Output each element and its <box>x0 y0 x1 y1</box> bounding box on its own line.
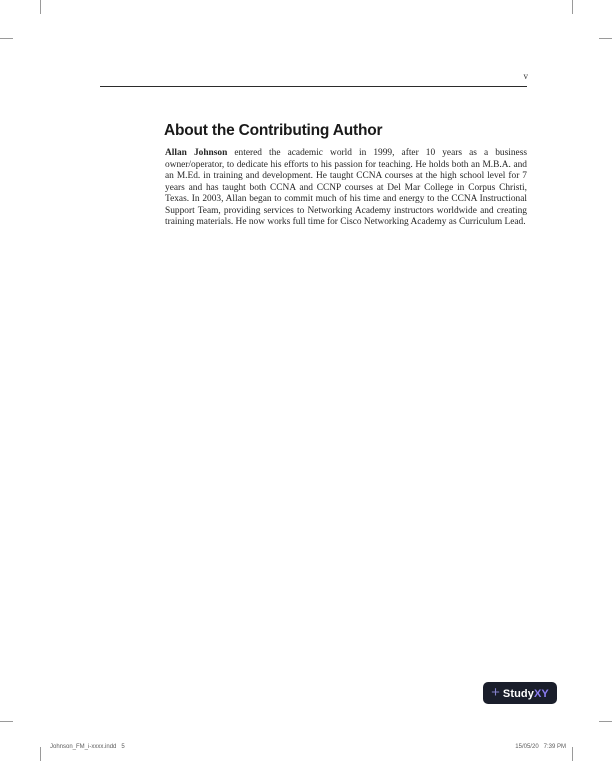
crop-mark-bottom-right-horizontal <box>599 721 612 722</box>
author-name: Allan Johnson <box>165 148 228 159</box>
header-rule <box>100 86 527 87</box>
author-bio-paragraph <box>165 148 527 229</box>
crop-mark-bottom-right-vertical <box>572 747 573 761</box>
brand-wordmark <box>503 684 549 702</box>
crop-mark-top-right-horizontal <box>599 38 612 39</box>
studyxy-logo-badge <box>483 682 557 704</box>
crop-mark-bottom-left-vertical <box>40 747 41 761</box>
print-slug-filename: Johnson_FM_i-xxxx.indd 5 <box>50 744 125 750</box>
crop-mark-top-left-horizontal <box>0 38 13 39</box>
page-number-folio: v <box>523 71 528 81</box>
crop-mark-top-left-vertical <box>40 0 41 14</box>
author-bio-text: entered the academic world in 1999, after 10 years as a business owner/operator, to dedicate his efforts to his passion for teaching. He holds both an M.B.A. and an M.Ed. in training and development. He taught CCNA courses at the high school level for 7 years and has taught both CCNA and CCNP courses at Del Mar College in Corpus Christi, Texas. In 2003, Allan began to commit much of his time and energy to the CCNA Instructional Support Team, providing services to Networking Academy instructors worldwide and creating training materials. He now works full time for Cisco Networking Academy as Curriculum Lead. <box>165 148 527 228</box>
plus-icon: + <box>491 684 500 701</box>
brand-text: Study <box>502 688 534 700</box>
crop-mark-top-right-vertical <box>572 0 573 14</box>
brand-accent-text: XY <box>533 688 549 700</box>
crop-mark-bottom-left-horizontal <box>0 721 13 722</box>
page-title: About the Contributing Author <box>164 122 383 140</box>
print-slug-timestamp: 15/05/20 7:39 PM <box>515 744 566 750</box>
